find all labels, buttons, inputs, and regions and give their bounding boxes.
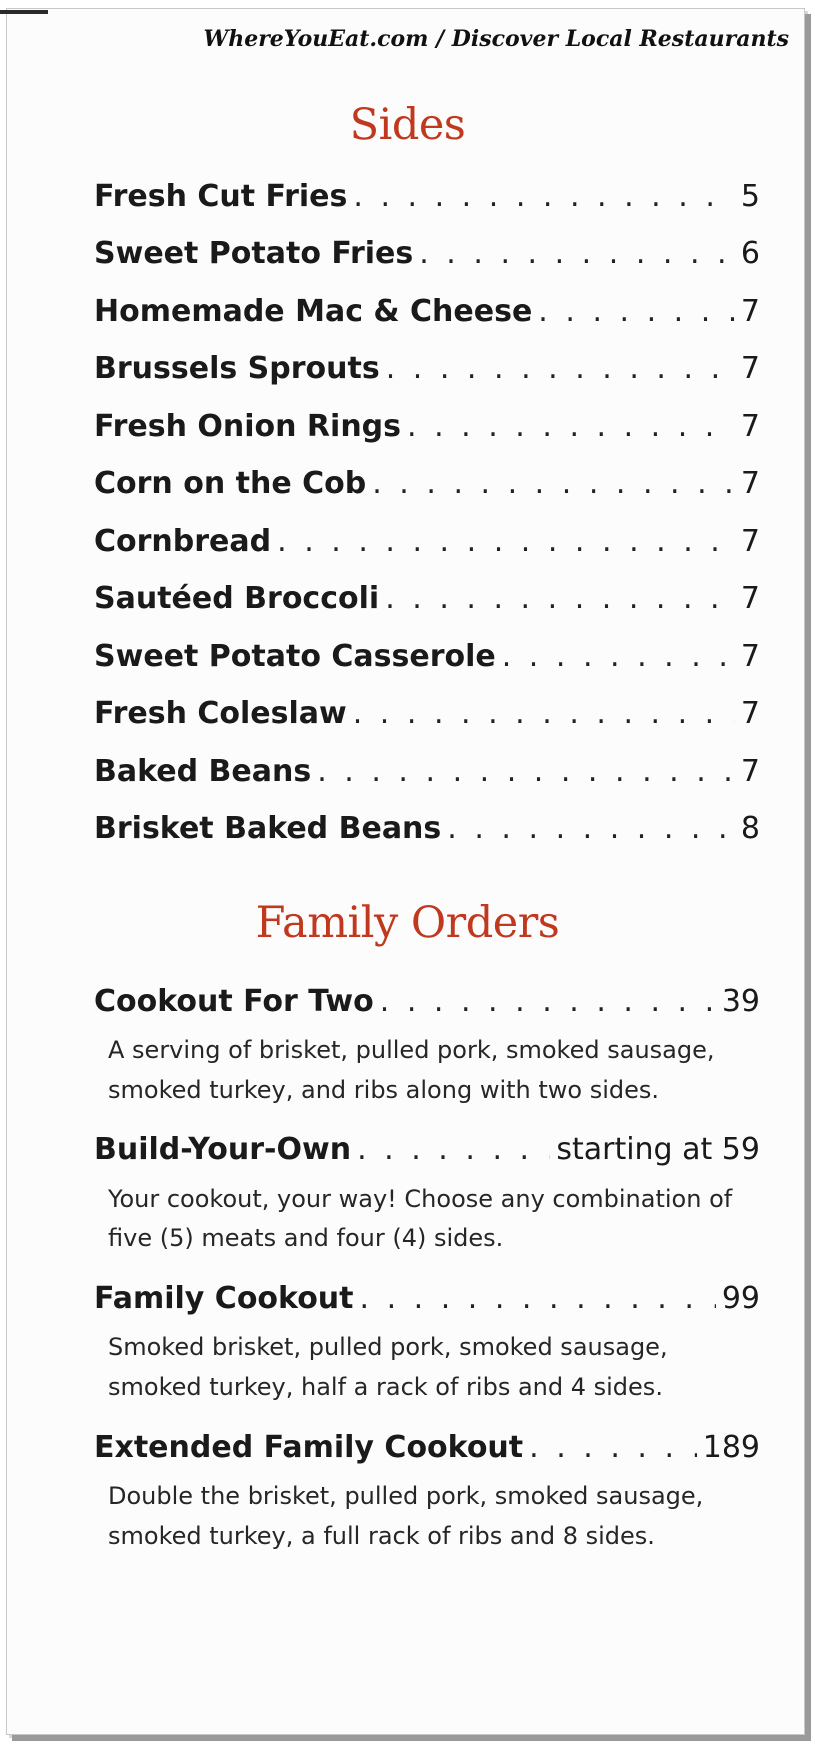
side-item-fresh-coleslaw [94,696,760,736]
item-price: 7 [740,581,760,616]
item-description: smoked turkey, half a rack of ribs and 4 sides. [108,1373,663,1401]
item-price: 5 [740,179,760,214]
item-description: five (5) meats and four (4) sides. [108,1224,504,1252]
item-name: Brussels Sprouts [94,351,380,386]
dot-leader [502,639,735,674]
dot-leader [529,1430,697,1465]
family-item-family-cookout [94,1281,760,1321]
item-price: 7 [740,294,760,329]
dot-leader [380,984,716,1019]
dot-leader [538,294,735,329]
sides-title: Sides [349,100,466,150]
site-header: WhereYouEat.com / Discover Local Restaurants [203,26,789,52]
item-name: Sweet Potato Casserole [94,639,496,674]
family-item-extended-family-cookout [94,1430,760,1470]
item-price: 8 [740,811,760,846]
side-item-sauteed-broccoli [94,581,760,621]
dot-leader [447,811,735,846]
side-item-sweet-potato-casserole [94,639,760,679]
side-item-cornbread [94,524,760,564]
item-description: Double the brisket, pulled pork, smoked sausage, [108,1482,704,1510]
item-price: 7 [740,409,760,444]
corner-mark [0,10,48,14]
item-name: Homemade Mac & Cheese [94,294,533,329]
item-name: Corn on the Cob [94,466,367,501]
side-item-baked-beans [94,754,760,794]
item-description: smoked turkey, a full rack of ribs and 8 sides. [108,1522,655,1550]
item-name: Extended Family Cookout [94,1430,524,1465]
item-price: 7 [740,639,760,674]
item-price: 6 [740,236,760,271]
family-item-build-your-own [94,1132,760,1172]
dot-leader [372,466,735,501]
dot-leader [353,696,735,731]
dot-leader [385,581,735,616]
item-price: 7 [740,696,760,731]
item-price: 7 [740,351,760,386]
item-name: Brisket Baked Beans [94,811,442,846]
item-name: Fresh Onion Rings [94,409,402,444]
item-price: 7 [740,754,760,789]
item-name: Build-Your-Own [94,1132,352,1167]
dot-leader [360,1281,716,1316]
item-description: Smoked brisket, pulled pork, smoked sausage, [108,1333,668,1361]
side-item-brisket-baked-beans [94,811,760,851]
item-price: starting at 59 [556,1132,760,1167]
item-name: Cookout For Two [94,984,374,1019]
item-price: 7 [740,466,760,501]
item-description: Your cookout, your way! Choose any combination of [108,1185,733,1213]
dot-leader [386,351,735,386]
item-name: Cornbread [94,524,272,559]
dot-leader [353,179,735,214]
dot-leader [277,524,735,559]
side-item-onion-rings [94,409,760,449]
dot-leader [419,236,735,271]
side-item-corn-on-the-cob [94,466,760,506]
dot-leader [357,1132,550,1167]
item-name: Fresh Coleslaw [94,696,347,731]
side-item-mac-and-cheese [94,294,760,334]
item-name: Sautéed Broccoli [94,581,380,616]
item-price: 189 [702,1430,760,1465]
item-price: 39 [721,984,760,1019]
item-name: Family Cookout [94,1281,354,1316]
family-item-cookout-for-two [94,984,760,1024]
item-description: A serving of brisket, pulled pork, smoked sausage, [108,1036,715,1064]
side-item-fresh-cut-fries [94,179,760,219]
item-name: Baked Beans [94,754,312,789]
side-item-sweet-potato-fries [94,236,760,276]
dot-leader [317,754,735,789]
item-price: 99 [721,1281,760,1316]
dot-leader [407,409,735,444]
item-description: smoked turkey, and ribs along with two sides. [108,1076,660,1104]
item-name: Fresh Cut Fries [94,179,348,214]
item-name: Sweet Potato Fries [94,236,414,271]
side-item-brussels-sprouts [94,351,760,391]
item-price: 7 [740,524,760,559]
family-orders-title: Family Orders [255,898,560,948]
